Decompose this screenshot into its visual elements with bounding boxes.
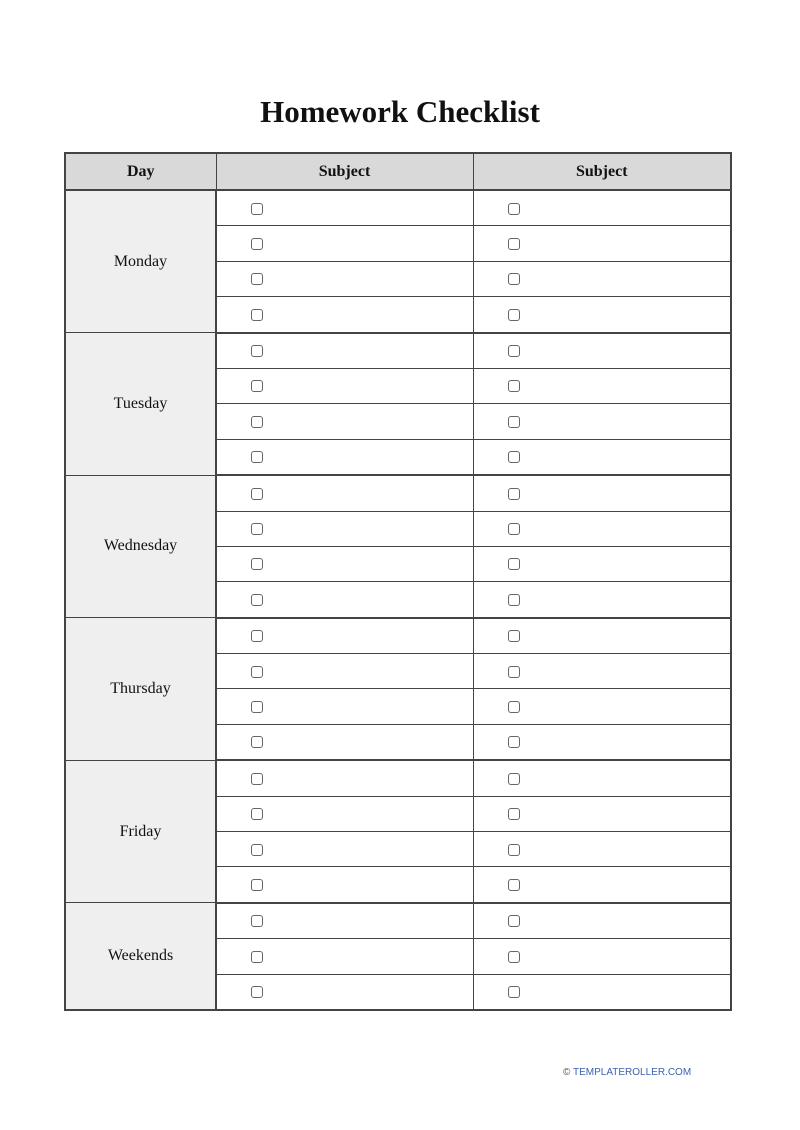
subject-cell[interactable] <box>473 404 731 439</box>
checkbox-icon[interactable] <box>508 594 520 606</box>
checkbox-icon[interactable] <box>508 844 520 856</box>
subject-cell[interactable] <box>216 368 473 403</box>
checkbox-icon[interactable] <box>251 203 263 215</box>
checkbox-icon[interactable] <box>251 594 263 606</box>
subject-cell[interactable] <box>216 297 473 333</box>
subject-cell[interactable] <box>473 867 731 903</box>
checkbox-icon[interactable] <box>508 488 520 500</box>
table-row <box>65 618 731 654</box>
checkbox-icon[interactable] <box>508 808 520 820</box>
day-label: Weekends <box>65 903 216 1010</box>
checkbox-icon[interactable] <box>508 345 520 357</box>
subject-cell[interactable] <box>473 689 731 724</box>
subject-cell[interactable] <box>216 654 473 689</box>
checkbox-icon[interactable] <box>251 773 263 785</box>
checkbox-icon[interactable] <box>508 879 520 891</box>
subject-cell[interactable] <box>216 582 473 618</box>
checkbox-icon[interactable] <box>251 309 263 321</box>
checkbox-icon[interactable] <box>251 844 263 856</box>
checkbox-icon[interactable] <box>251 986 263 998</box>
subject-cell[interactable] <box>216 832 473 867</box>
day-label: Friday <box>65 760 216 903</box>
checkbox-icon[interactable] <box>508 416 520 428</box>
subject-cell[interactable] <box>473 261 731 296</box>
checkbox-icon[interactable] <box>508 915 520 927</box>
subject-cell[interactable] <box>473 618 731 654</box>
checkbox-icon[interactable] <box>251 523 263 535</box>
subject-cell[interactable] <box>216 903 473 939</box>
subject-cell[interactable] <box>216 190 473 226</box>
subject-cell[interactable] <box>473 439 731 475</box>
subject-cell[interactable] <box>216 974 473 1010</box>
subject-cell[interactable] <box>473 368 731 403</box>
subject-cell[interactable] <box>216 261 473 296</box>
day-label: Thursday <box>65 618 216 761</box>
subject-cell[interactable] <box>216 475 473 511</box>
checkbox-icon[interactable] <box>251 630 263 642</box>
subject-cell[interactable] <box>216 689 473 724</box>
subject-cell[interactable] <box>216 796 473 831</box>
checkbox-icon[interactable] <box>508 273 520 285</box>
subject-cell[interactable] <box>473 226 731 261</box>
day-label: Wednesday <box>65 475 216 618</box>
checkbox-icon[interactable] <box>251 558 263 570</box>
checkbox-icon[interactable] <box>508 701 520 713</box>
subject-cell[interactable] <box>473 546 731 581</box>
subject-cell[interactable] <box>216 439 473 475</box>
checkbox-icon[interactable] <box>251 951 263 963</box>
checkbox-icon[interactable] <box>251 380 263 392</box>
checkbox-icon[interactable] <box>251 736 263 748</box>
subject-cell[interactable] <box>216 226 473 261</box>
checkbox-icon[interactable] <box>508 666 520 678</box>
subject-cell[interactable] <box>473 903 731 939</box>
subject-cell[interactable] <box>473 475 731 511</box>
subject-cell[interactable] <box>216 404 473 439</box>
header-subject-1: Subject <box>216 153 473 190</box>
checkbox-icon[interactable] <box>251 416 263 428</box>
checkbox-icon[interactable] <box>251 451 263 463</box>
checkbox-icon[interactable] <box>251 701 263 713</box>
checkbox-icon[interactable] <box>251 808 263 820</box>
header-subject-2: Subject <box>473 153 731 190</box>
subject-cell[interactable] <box>216 760 473 796</box>
subject-cell[interactable] <box>473 297 731 333</box>
header-day: Day <box>65 153 216 190</box>
subject-cell[interactable] <box>473 190 731 226</box>
subject-cell[interactable] <box>473 796 731 831</box>
table-row <box>65 475 731 511</box>
checkbox-icon[interactable] <box>508 203 520 215</box>
checkbox-icon[interactable] <box>251 666 263 678</box>
subject-cell[interactable] <box>473 582 731 618</box>
table-row <box>65 903 731 939</box>
checkbox-icon[interactable] <box>508 773 520 785</box>
table-row <box>65 190 731 226</box>
subject-cell[interactable] <box>473 724 731 760</box>
header-row <box>65 153 731 190</box>
subject-cell[interactable] <box>473 333 731 369</box>
checkbox-icon[interactable] <box>508 951 520 963</box>
checkbox-icon[interactable] <box>508 309 520 321</box>
footer-link[interactable]: TEMPLATEROLLER.COM <box>572 1067 692 1078</box>
checkbox-icon[interactable] <box>508 238 520 250</box>
subject-cell[interactable] <box>473 654 731 689</box>
footer-credit <box>563 1067 691 1078</box>
copyright-icon: © <box>563 1067 571 1078</box>
homework-checklist-table <box>64 152 732 1011</box>
checkbox-icon[interactable] <box>251 238 263 250</box>
page-title: Homework Checklist <box>260 94 540 129</box>
checkbox-icon[interactable] <box>508 986 520 998</box>
checkbox-icon[interactable] <box>251 273 263 285</box>
subject-cell[interactable] <box>216 939 473 974</box>
checkbox-icon[interactable] <box>508 736 520 748</box>
checkbox-icon[interactable] <box>251 345 263 357</box>
subject-cell[interactable] <box>216 546 473 581</box>
checkbox-icon[interactable] <box>508 451 520 463</box>
subject-cell[interactable] <box>216 511 473 546</box>
subject-cell[interactable] <box>473 832 731 867</box>
checkbox-icon[interactable] <box>508 630 520 642</box>
subject-cell[interactable] <box>473 939 731 974</box>
subject-cell[interactable] <box>473 511 731 546</box>
subject-cell[interactable] <box>216 724 473 760</box>
subject-cell[interactable] <box>216 618 473 654</box>
subject-cell[interactable] <box>473 760 731 796</box>
day-label: Tuesday <box>65 333 216 476</box>
table-row <box>65 333 731 369</box>
subject-cell[interactable] <box>216 333 473 369</box>
checkbox-icon[interactable] <box>508 523 520 535</box>
checkbox-icon[interactable] <box>251 488 263 500</box>
day-label: Monday <box>65 190 216 333</box>
checkbox-icon[interactable] <box>251 879 263 891</box>
checkbox-icon[interactable] <box>508 380 520 392</box>
subject-cell[interactable] <box>216 867 473 903</box>
checkbox-icon[interactable] <box>508 558 520 570</box>
subject-cell[interactable] <box>473 974 731 1010</box>
table-row <box>65 760 731 796</box>
checkbox-icon[interactable] <box>251 915 263 927</box>
checklist-body <box>65 190 731 1010</box>
